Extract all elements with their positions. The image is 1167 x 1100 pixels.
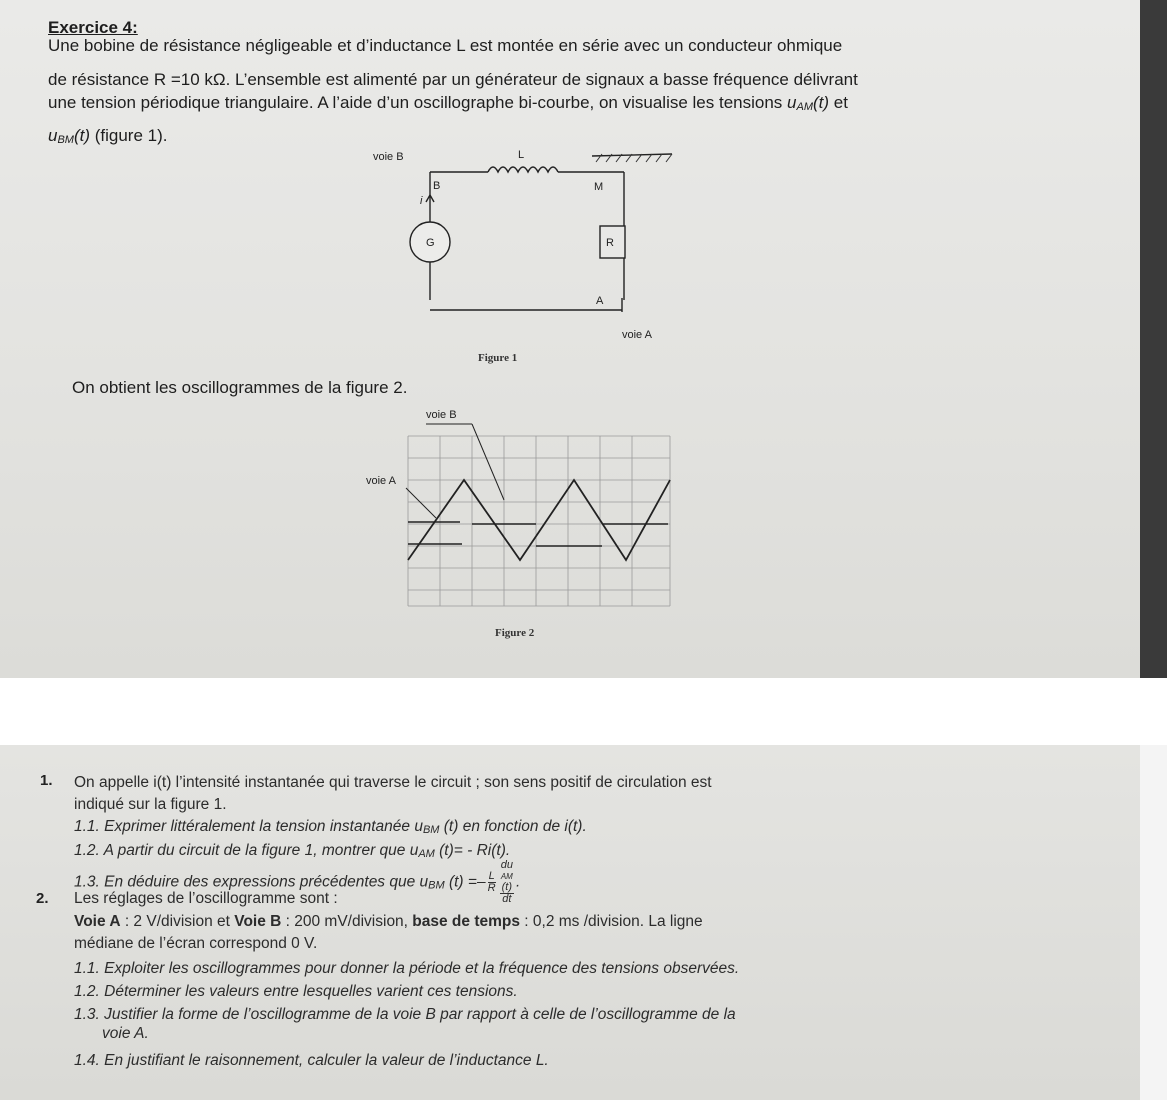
trace-voie-a — [408, 480, 670, 560]
circuit-diagram — [360, 140, 690, 350]
question-2-settings: Voie A : 2 V/division et Voie B : 200 mV/division, base de temps : 0,2 ms /division. La ligne — [74, 913, 703, 930]
question-2-2: 1.2. Déterminer les valeurs entre lesquelles varient ces tensions. — [74, 983, 518, 1000]
question-2-4: 1.4. En justifiant le raisonnement, calculer la valeur de l’inductance L. — [74, 1052, 549, 1069]
exercise-title: Exercice 4: — [48, 18, 138, 37]
question-2-settings-cont: médiane de l’écran correspond 0 V. — [74, 935, 318, 952]
page-edge — [1140, 745, 1167, 1100]
label-G: G — [426, 237, 435, 249]
label-M: M — [594, 181, 604, 193]
question-2-text: Les réglages de l’oscillogramme sont : — [74, 890, 338, 907]
label-i: i — [420, 195, 423, 207]
question-1-text-cont: indiqué sur la figure 1. — [74, 796, 227, 813]
oscillogram-grid — [408, 436, 670, 606]
statement-line-4: uBM(t) (figure 1). — [48, 126, 168, 146]
osc-label-voie-b: voie B — [426, 409, 457, 421]
question-1-number: 1. — [40, 772, 53, 789]
question-2-3-cont: voie A. — [102, 1025, 149, 1042]
statement-line-3: une tension périodique triangulaire. A l’aide d’un oscillographe bi-courbe, on visualise les tensions uAM(t) et — [48, 93, 848, 113]
osc-label-voie-a: voie A — [366, 475, 396, 487]
question-2-3: 1.3. Justifier la forme de l’oscillogramme de la voie B par rapport à celle de l’oscillogramme de la — [74, 1006, 736, 1023]
question-1-text: On appelle i(t) l’intensité instantanée qui traverse le circuit ; son sens positif de circulation est — [74, 774, 712, 791]
inductor-coil — [488, 167, 558, 172]
page-edge-shadow — [1140, 0, 1167, 678]
question-1-1: 1.1. Exprimer littéralement la tension instantanée uBM (t) en fonction de i(t). — [74, 818, 587, 836]
label-L: L — [518, 149, 525, 161]
label-A: A — [596, 295, 604, 307]
figure1-caption: Figure 1 — [478, 352, 518, 364]
label-voie-b: voie B — [373, 151, 404, 163]
statement-line-2: de résistance R =10 kΩ. L’ensemble est alimenté par un générateur de signaux a basse fréquence délivrant — [48, 70, 858, 89]
figure2-caption: Figure 2 — [495, 627, 535, 639]
label-R: R — [606, 237, 614, 249]
fraction-derivative: du AM (t) dt — [500, 859, 513, 905]
question-1-2: 1.2. A partir du circuit de la figure 1, montrer que uAM (t)= - Ri(t). — [74, 842, 511, 860]
oscillogram — [360, 400, 680, 620]
label-B: B — [433, 180, 441, 192]
question-1-3: 1.3. En déduire des expressions précédentes que uBM (t) =– $\frac{L}{R}$ du AM (t) dt . — [74, 859, 521, 905]
statement-line-1: Une bobine de résistance négligeable et d’inductance L est montée en série avec un conducteur ohmique — [48, 36, 843, 55]
question-2-number: 2. — [36, 890, 49, 907]
figure2-intro: On obtient les oscillogrammes de la figure 2. — [72, 378, 408, 397]
label-voie-a: voie A — [622, 329, 652, 341]
question-2-1: 1.1. Exploiter les oscillogrammes pour donner la période et la fréquence des tensions observées. — [74, 960, 740, 977]
fraction-L-over-R: $\frac{L}{R}$ — [487, 870, 496, 894]
